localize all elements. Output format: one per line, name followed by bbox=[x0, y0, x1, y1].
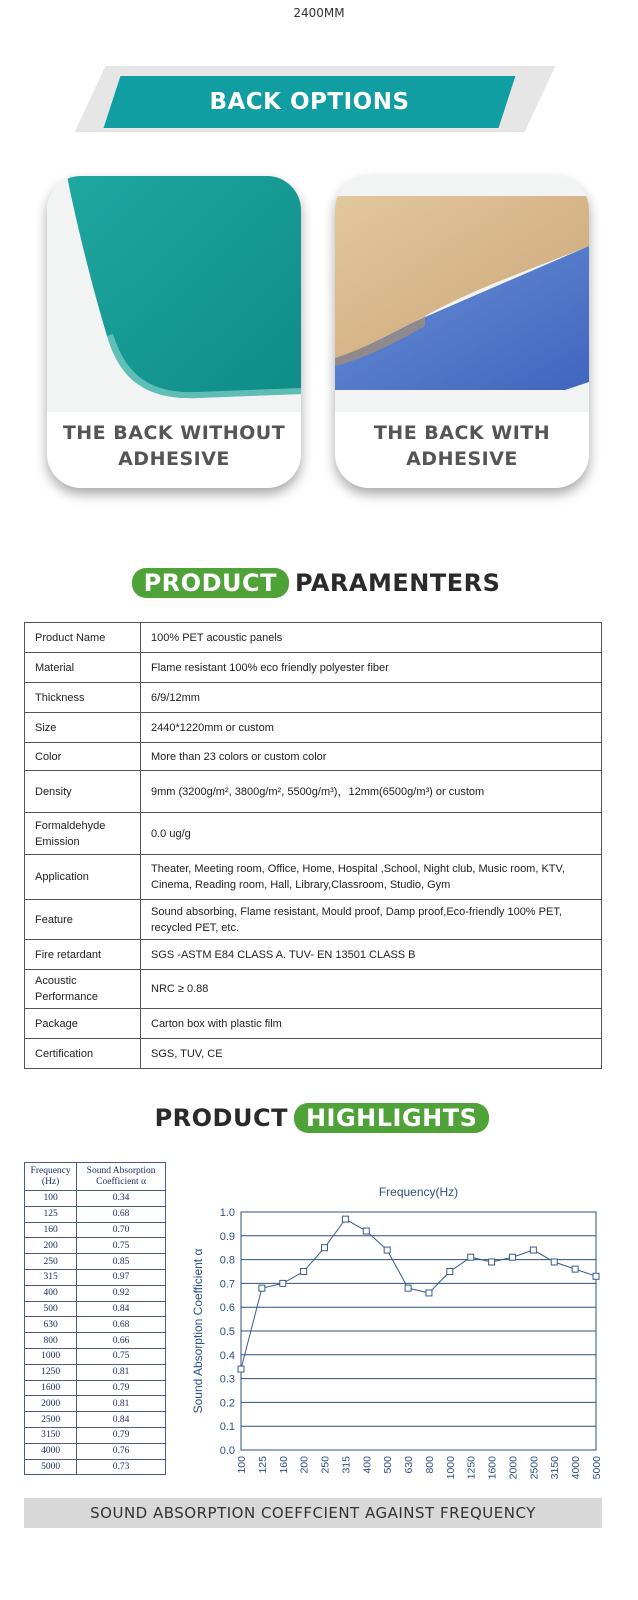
parameter-row bbox=[25, 683, 602, 713]
coefficient-cell: 0.79 bbox=[77, 1427, 166, 1443]
parameter-value: 6/9/12mm bbox=[141, 683, 602, 713]
parameter-row bbox=[25, 623, 602, 653]
y-tick-label: 0.7 bbox=[219, 1278, 235, 1291]
frequency-cell: 250 bbox=[25, 1254, 77, 1270]
absorption-chart bbox=[186, 1180, 606, 1480]
parameter-key: Material bbox=[25, 653, 141, 683]
frequency-cell: 3150 bbox=[25, 1427, 77, 1443]
data-point bbox=[551, 1259, 557, 1265]
x-tick-label: 4000 bbox=[570, 1456, 583, 1480]
parameter-key: Certification bbox=[25, 1039, 141, 1069]
frequency-row bbox=[25, 1396, 166, 1412]
frequency-cell: 1250 bbox=[25, 1364, 77, 1380]
y-tick-label: 1.0 bbox=[219, 1207, 235, 1219]
y-tick-label: 0.8 bbox=[219, 1254, 235, 1267]
y-tick-label: 0.6 bbox=[219, 1302, 235, 1315]
y-tick-label: 0.2 bbox=[219, 1397, 235, 1410]
parameter-value: 2440*1220mm or custom bbox=[141, 713, 602, 743]
frequency-cell: 630 bbox=[25, 1317, 77, 1333]
frequency-table bbox=[24, 1162, 166, 1475]
parameter-row bbox=[25, 940, 602, 970]
parameter-row bbox=[25, 1009, 602, 1039]
x-tick-label: 2000 bbox=[507, 1456, 520, 1480]
parameter-key: Size bbox=[25, 713, 141, 743]
data-point bbox=[384, 1247, 390, 1253]
frequency-cell: 400 bbox=[25, 1285, 77, 1301]
coefficient-cell: 0.81 bbox=[77, 1396, 166, 1412]
x-tick-label: 800 bbox=[423, 1456, 436, 1474]
parameter-row bbox=[25, 970, 602, 1009]
coefficient-cell: 0.66 bbox=[77, 1333, 166, 1349]
x-tick-label: 500 bbox=[382, 1456, 395, 1474]
data-point bbox=[238, 1366, 244, 1372]
frequency-row bbox=[25, 1380, 166, 1396]
parameter-key: Feature bbox=[25, 900, 141, 940]
product-parameters-table bbox=[24, 622, 602, 1069]
coefficient-cell: 0.85 bbox=[77, 1254, 166, 1270]
coefficient-cell: 0.75 bbox=[77, 1238, 166, 1254]
x-tick-label: 630 bbox=[403, 1456, 416, 1474]
x-tick-label: 250 bbox=[319, 1456, 332, 1474]
data-point bbox=[363, 1228, 369, 1234]
frequency-header: Frequency (Hz) bbox=[25, 1163, 77, 1191]
parameter-key: Formaldehyde Emission bbox=[25, 813, 141, 855]
back-with-adhesive-card bbox=[335, 176, 589, 488]
coefficient-cell: 0.34 bbox=[77, 1191, 166, 1207]
data-point bbox=[301, 1269, 307, 1275]
parameter-row bbox=[25, 1039, 602, 1069]
adhesive-panel-image bbox=[335, 176, 589, 412]
heading-text: PRODUCT bbox=[154, 1104, 288, 1132]
parameter-row bbox=[25, 813, 602, 855]
frequency-cell: 160 bbox=[25, 1222, 77, 1238]
data-point bbox=[593, 1273, 599, 1279]
parameter-key: Thickness bbox=[25, 683, 141, 713]
banner-title: BACK OPTIONS CUSTOMIZABLE bbox=[205, 89, 414, 167]
data-point bbox=[447, 1269, 453, 1275]
frequency-row bbox=[25, 1206, 166, 1222]
parameter-key: Package bbox=[25, 1009, 141, 1039]
frequency-row bbox=[25, 1285, 166, 1301]
chart-title: Frequency(Hz) bbox=[378, 1185, 459, 1199]
frequency-cell: 200 bbox=[25, 1238, 77, 1254]
frequency-row bbox=[25, 1254, 166, 1270]
parameter-value: SGS -ASTM E84 CLASS A. TUV- EN 13501 CLASS B bbox=[141, 940, 602, 970]
parameter-key: Fire retardant bbox=[25, 940, 141, 970]
frequency-cell: 100 bbox=[25, 1191, 77, 1207]
coefficient-cell: 0.97 bbox=[77, 1269, 166, 1285]
frequency-cell: 500 bbox=[25, 1301, 77, 1317]
parameter-value: 0.0 ug/g bbox=[141, 813, 602, 855]
bottom-caption: SOUND ABSORPTION COEFFCIENT AGAINST FREQUENCY bbox=[24, 1498, 602, 1528]
series-line bbox=[241, 1219, 596, 1369]
x-tick-label: 5000 bbox=[591, 1456, 603, 1480]
x-tick-label: 125 bbox=[256, 1456, 269, 1474]
frequency-row bbox=[25, 1348, 166, 1364]
data-point bbox=[322, 1245, 328, 1251]
data-point bbox=[572, 1266, 578, 1272]
back-without-adhesive-card bbox=[47, 176, 301, 488]
heading-pill: HIGHLIGHTS bbox=[294, 1103, 489, 1133]
product-highlights-heading bbox=[0, 1103, 638, 1137]
frequency-cell: 125 bbox=[25, 1206, 77, 1222]
data-point bbox=[426, 1290, 432, 1296]
coefficient-cell: 0.84 bbox=[77, 1412, 166, 1428]
parameter-value: Carton box with plastic film bbox=[141, 1009, 602, 1039]
back-with-adhesive-caption: THE BACK WITH ADHESIVE bbox=[373, 422, 551, 470]
parameter-value: 9mm (3200g/m², 3800g/m², 5500g/m³)，12mm(6500g/m³) or custom bbox=[141, 771, 602, 813]
data-point bbox=[509, 1254, 515, 1260]
frequency-cell: 4000 bbox=[25, 1443, 77, 1459]
frequency-row bbox=[25, 1443, 166, 1459]
coefficient-cell: 0.84 bbox=[77, 1301, 166, 1317]
x-tick-label: 1250 bbox=[465, 1456, 478, 1480]
coefficient-cell: 0.68 bbox=[77, 1206, 166, 1222]
y-tick-label: 0.9 bbox=[219, 1230, 235, 1243]
x-tick-label: 160 bbox=[277, 1456, 290, 1474]
parameter-value: NRC ≥ 0.88 bbox=[141, 970, 602, 1009]
parameter-key: Color bbox=[25, 743, 141, 771]
coefficient-cell: 0.79 bbox=[77, 1380, 166, 1396]
frequency-cell: 800 bbox=[25, 1333, 77, 1349]
coefficient-cell: 0.73 bbox=[77, 1459, 166, 1475]
y-tick-label: 0.0 bbox=[219, 1445, 235, 1457]
y-tick-label: 0.5 bbox=[219, 1326, 235, 1338]
parameter-value: Theater, Meeting room, Office, Home, Hospital ,School, Night club, Music room, KTV, Cinema, Reading room, Hall, Library,Classroom, Studio, Gym bbox=[141, 855, 602, 900]
y-tick-label: 0.3 bbox=[219, 1373, 235, 1386]
frequency-cell: 5000 bbox=[25, 1459, 77, 1475]
coefficient-cell: 0.70 bbox=[77, 1222, 166, 1238]
heading-pill: PRODUCT bbox=[132, 568, 289, 598]
coefficient-cell: 0.68 bbox=[77, 1317, 166, 1333]
frequency-row bbox=[25, 1412, 166, 1428]
parameter-value: More than 23 colors or custom color bbox=[141, 743, 602, 771]
parameter-row bbox=[25, 855, 602, 900]
parameter-row bbox=[25, 653, 602, 683]
frequency-cell: 315 bbox=[25, 1269, 77, 1285]
data-point bbox=[489, 1259, 495, 1265]
frequency-cell: 1000 bbox=[25, 1348, 77, 1364]
top-dimension-label: 2400MM bbox=[293, 6, 345, 20]
frequency-row bbox=[25, 1333, 166, 1349]
parameter-value: Sound absorbing, Flame resistant, Mould proof, Damp proof,Eco-friendly 100% PET, recycled PET, etc. bbox=[141, 900, 602, 940]
frequency-row bbox=[25, 1317, 166, 1333]
parameter-value: SGS, TUV, CE bbox=[141, 1039, 602, 1069]
parameter-value: Flame resistant 100% eco friendly polyester fiber bbox=[141, 653, 602, 683]
x-tick-label: 1000 bbox=[444, 1456, 457, 1480]
frequency-row bbox=[25, 1238, 166, 1254]
parameter-key: Density bbox=[25, 771, 141, 813]
parameter-row bbox=[25, 900, 602, 940]
parameter-row bbox=[25, 713, 602, 743]
x-tick-label: 200 bbox=[298, 1456, 311, 1474]
back-options-banner bbox=[90, 66, 540, 167]
frequency-row bbox=[25, 1459, 166, 1475]
y-axis-label: Sound Absorption Coefficient α bbox=[191, 1248, 205, 1414]
x-tick-label: 3150 bbox=[549, 1456, 562, 1480]
teal-panel-image bbox=[47, 176, 301, 412]
x-tick-label: 400 bbox=[361, 1456, 374, 1474]
frequency-cell: 2000 bbox=[25, 1396, 77, 1412]
parameter-key: Acoustic Performance bbox=[25, 970, 141, 1009]
x-tick-label: 1600 bbox=[486, 1456, 499, 1480]
frequency-cell: 1600 bbox=[25, 1380, 77, 1396]
frequency-row bbox=[25, 1364, 166, 1380]
x-tick-label: 100 bbox=[236, 1456, 248, 1474]
frequency-row bbox=[25, 1427, 166, 1443]
frequency-row bbox=[25, 1222, 166, 1238]
frequency-row bbox=[25, 1301, 166, 1317]
data-point bbox=[259, 1285, 265, 1291]
y-tick-label: 0.1 bbox=[219, 1421, 235, 1434]
coefficient-cell: 0.81 bbox=[77, 1364, 166, 1380]
data-point bbox=[280, 1280, 286, 1286]
coefficient-cell: 0.75 bbox=[77, 1348, 166, 1364]
coefficient-cell: 0.92 bbox=[77, 1285, 166, 1301]
data-point bbox=[530, 1247, 536, 1253]
parameter-row bbox=[25, 771, 602, 813]
back-without-adhesive-caption: THE BACK WITHOUT ADHESIVE bbox=[62, 422, 286, 470]
frequency-row bbox=[25, 1269, 166, 1285]
product-parameters-heading bbox=[0, 568, 638, 602]
x-tick-label: 315 bbox=[340, 1456, 353, 1474]
x-tick-label: 2500 bbox=[528, 1456, 541, 1480]
heading-text: PARAMENTERS bbox=[294, 569, 501, 597]
frequency-cell: 2500 bbox=[25, 1412, 77, 1428]
data-point bbox=[468, 1254, 474, 1260]
y-tick-label: 0.4 bbox=[219, 1349, 235, 1362]
data-point bbox=[342, 1216, 348, 1222]
data-point bbox=[405, 1285, 411, 1291]
coefficient-cell: 0.76 bbox=[77, 1443, 166, 1459]
parameter-key: Product Name bbox=[25, 623, 141, 653]
coefficient-header: Sound Absorption Coefficient α bbox=[77, 1163, 166, 1191]
parameter-value: 100% PET acoustic panels bbox=[141, 623, 602, 653]
frequency-row bbox=[25, 1191, 166, 1207]
parameter-row bbox=[25, 743, 602, 771]
parameter-key: Application bbox=[25, 855, 141, 900]
